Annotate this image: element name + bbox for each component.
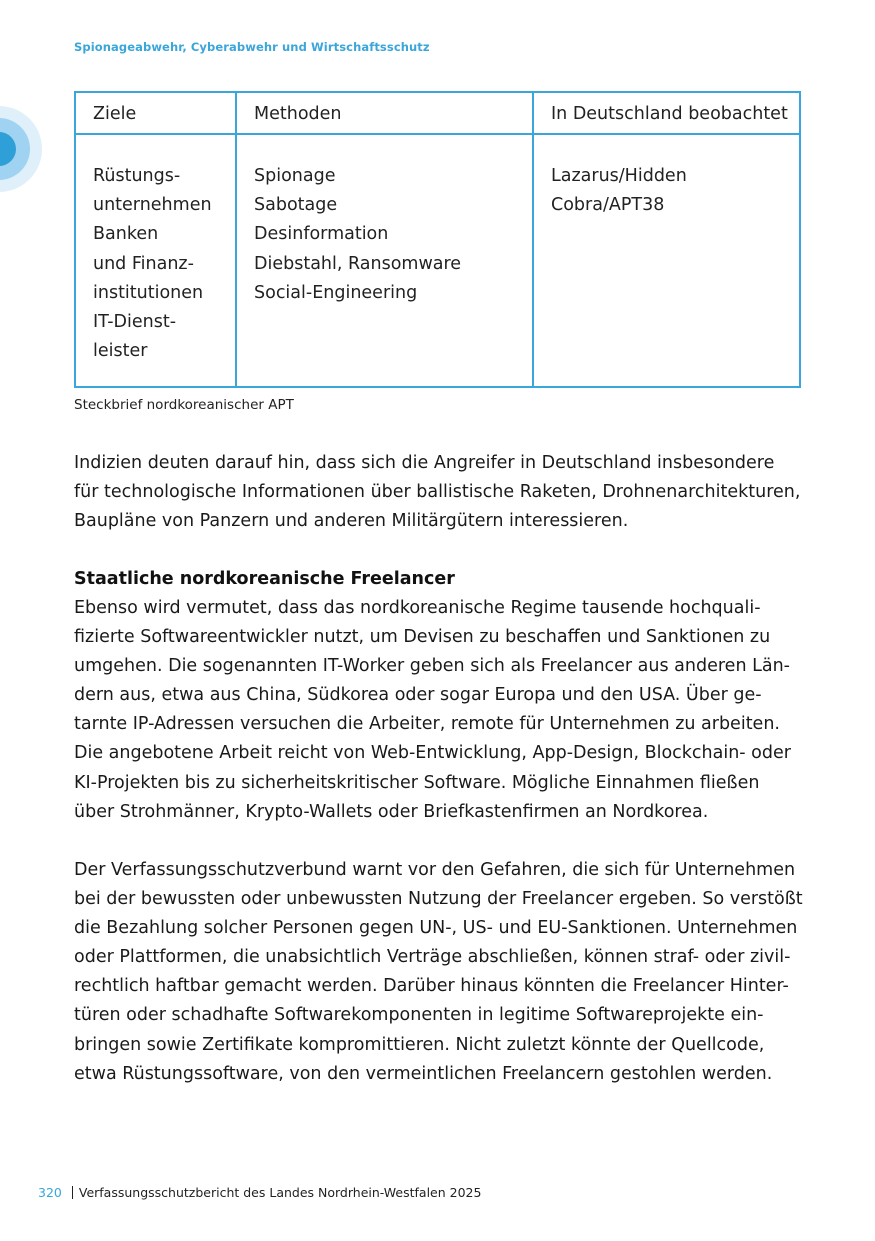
text-line: über Strohmänner, Krypto-Wallets oder Briefkastenfirmen an Nordkorea.: [74, 801, 709, 822]
table-caption: Steckbrief nordkoreanischer APT: [74, 397, 294, 413]
ziele-line: institutionen: [93, 282, 204, 303]
table-header-beobachtet: In Deutschland beobachtet: [533, 92, 800, 134]
page-footer: [38, 1185, 481, 1200]
table-header-methoden: Methoden: [236, 92, 533, 134]
beobachtet-line: Cobra/APT38: [551, 195, 665, 216]
ziele-line: IT-Dienst-: [93, 312, 177, 333]
text-line: für technologische Informationen über ballistische Raketen, Drohnenarchitekturen,: [74, 482, 801, 503]
ziele-line: und Finanz-: [93, 253, 194, 274]
methoden-line: Desinformation: [254, 224, 389, 245]
text-line: Baupläne von Panzern und anderen Militärgütern interessieren.: [74, 511, 629, 532]
text-line: etwa Rüstungssoftware, von den vermeintlichen Freelancern gestohlen werden.: [74, 1063, 773, 1084]
text-line: Ebenso wird vermutet, dass das nordkoreanische Regime tausende hochquali-: [74, 598, 761, 618]
table-row: [75, 134, 800, 387]
text-line: die Bezahlung solcher Personen gegen UN-, US- und EU-Sanktionen. Unternehmen: [74, 918, 798, 939]
cell-methoden: [236, 134, 533, 387]
text-line: bei der bewussten oder unbewussten Nutzung der Freelancer ergeben. So verstößt: [74, 889, 803, 910]
ziele-line: leister: [93, 341, 148, 362]
text-line: fizierte Softwareentwickler nutzt, um Devisen zu beschaffen und Sanktionen zu: [74, 627, 771, 648]
text-line: tarnte IP-Adressen versuchen die Arbeiter, remote für Unternehmen zu arbeiten.: [74, 714, 780, 735]
page-number: 320: [38, 1185, 62, 1200]
ziele-line: Rüstungs-: [93, 166, 181, 186]
table-header-ziele: Ziele: [75, 92, 236, 134]
ziele-line: unternehmen: [93, 195, 212, 216]
apt-profile-table: [74, 91, 801, 388]
paragraph-intro: [74, 449, 814, 536]
footer-divider: [72, 1186, 73, 1199]
section-heading: Staatliche nordkoreanische Freelancer: [74, 569, 455, 589]
methoden-line: Social-Engineering: [254, 282, 418, 303]
cell-ziele: [75, 134, 236, 387]
methoden-line: Diebstahl, Ransomware: [254, 253, 462, 274]
text-line: rechtlich haftbar gemacht werden. Darüber hinaus könnten die Freelancer Hinter-: [74, 976, 789, 997]
text-line: oder Plattformen, die unabsichtlich Verträge abschließen, können straf- oder zivil-: [74, 947, 791, 968]
text-line: Der Verfassungsschutzverbund warnt vor den Gefahren, die sich für Unternehmen: [74, 860, 796, 880]
text-line: KI-Projekten bis zu sicherheitskritischer Software. Mögliche Einnahmen fließen: [74, 772, 760, 793]
text-line: türen oder schadhafte Softwarekomponenten in legitime Softwareprojekte ein-: [74, 1005, 764, 1026]
methoden-line: Spionage: [254, 166, 336, 186]
text-line: dern aus, etwa aus China, Südkorea oder sogar Europa und den USA. Über ge-: [74, 685, 762, 706]
methoden-line: Sabotage: [254, 195, 338, 216]
cell-beobachtet: [533, 134, 800, 387]
beobachtet-line: Lazarus/Hidden: [551, 166, 687, 186]
footer-publication: Verfassungsschutzbericht des Landes Nordrhein-Westfalen 2025: [78, 1185, 482, 1200]
ziele-line: Banken: [93, 224, 159, 245]
table-header-row: [75, 92, 800, 134]
paragraph-warning: [74, 856, 814, 1089]
text-line: Die angebotene Arbeit reicht von Web-Entwicklung, App-Design, Blockchain- oder: [74, 743, 791, 764]
paragraph-freelancer: [74, 594, 814, 827]
text-line: bringen sowie Zertifikate kompromittieren. Nicht zuletzt könnte der Quellcode,: [74, 1034, 765, 1055]
running-header: Spionageabwehr, Cyberabwehr und Wirtschaftsschutz: [74, 40, 430, 54]
text-line: umgehen. Die sogenannten IT-Worker geben sich als Freelancer aus anderen Län-: [74, 656, 790, 677]
text-line: Indizien deuten darauf hin, dass sich die Angreifer in Deutschland insbesondere: [74, 453, 775, 473]
decorative-circles-icon: [0, 106, 42, 192]
